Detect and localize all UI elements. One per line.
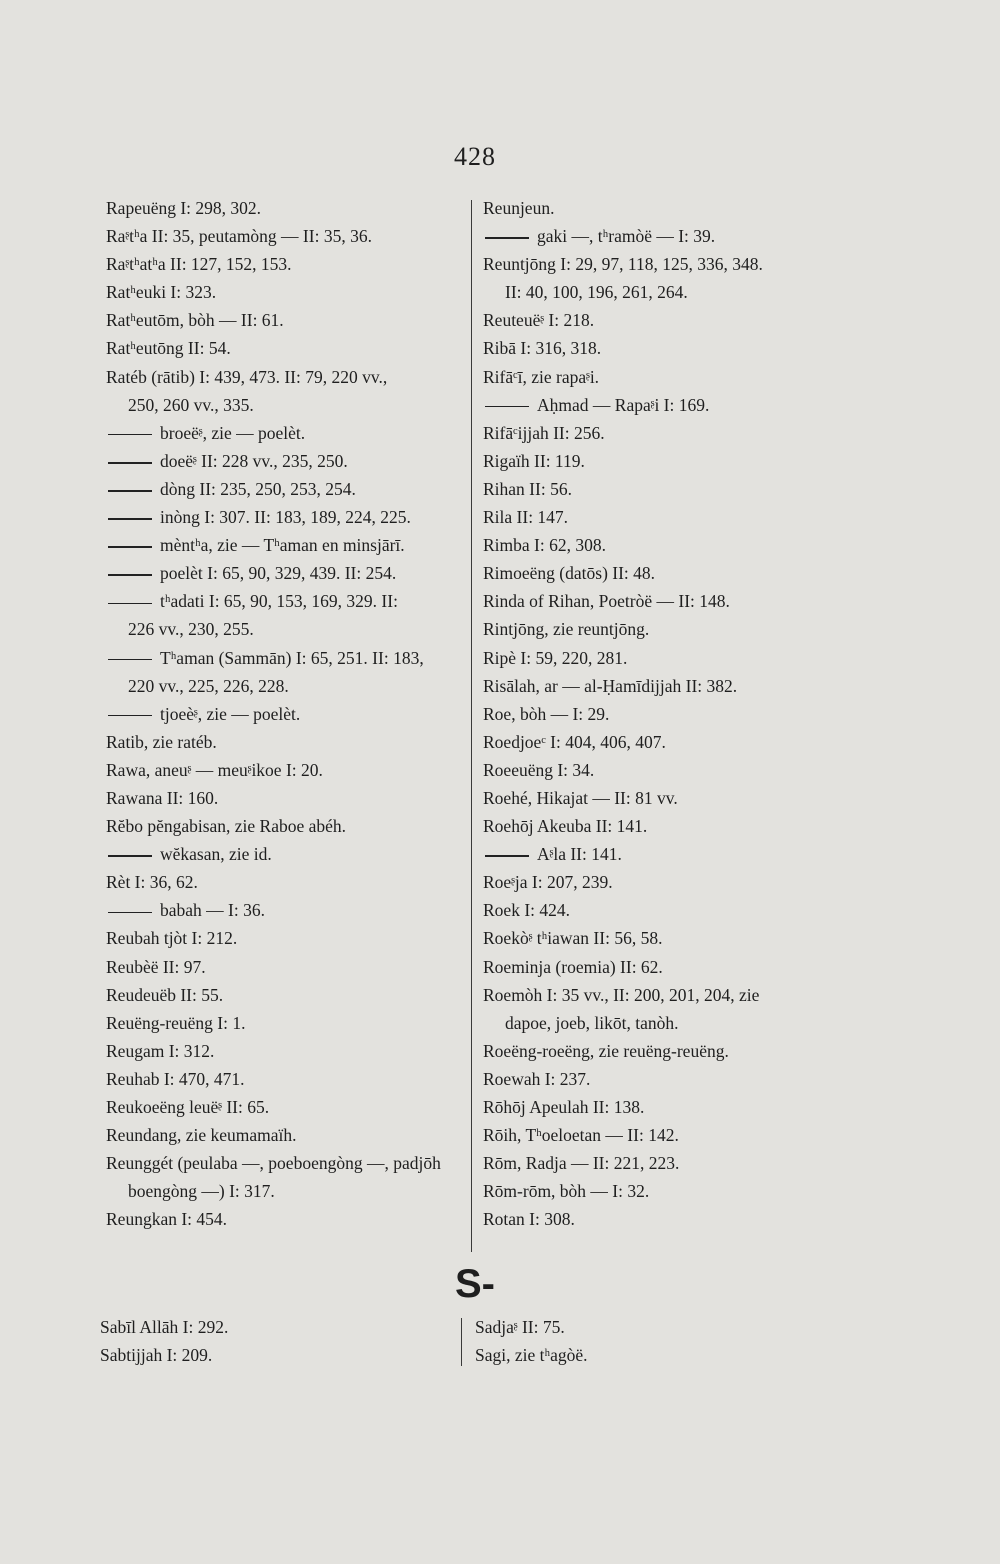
index-entry	[483, 1121, 843, 1149]
em-dash-rule	[108, 912, 152, 914]
index-subentry	[483, 222, 843, 250]
index-entry-text: wĕkasan, zie id.	[160, 844, 272, 865]
index-entry-text: Aḥmad — Rapaᶳi I: 169.	[537, 394, 710, 415]
index-entry-text: II: 40, 100, 196, 261, 264.	[505, 282, 688, 303]
index-entry	[106, 250, 461, 278]
index-entry	[106, 868, 461, 896]
index-entry	[483, 306, 843, 334]
index-entry-text: Roeminja (roemia) II: 62.	[483, 956, 663, 977]
index-entry	[483, 981, 843, 1009]
index-entry	[106, 953, 461, 981]
index-entry-text: Reudeuëb II: 55.	[106, 984, 224, 1005]
index-entry-text: Rōih, Tʰoeloetan — II: 142.	[483, 1125, 679, 1146]
em-dash-rule	[108, 490, 152, 492]
index-subentry	[106, 419, 461, 447]
index-subentry	[106, 700, 461, 728]
index-entry	[483, 868, 843, 896]
index-entry-text: babah — I: 36.	[160, 900, 265, 921]
em-dash-rule	[485, 237, 529, 239]
index-entry-text: Reunjeun.	[483, 198, 555, 218]
section-heading-s: S-	[455, 1262, 495, 1306]
index-entry-text: Reungkan I: 454.	[106, 1209, 228, 1230]
index-entry	[483, 924, 843, 952]
page-number: 428	[454, 142, 496, 171]
index-entry-text: Reubèë II: 97.	[106, 956, 206, 977]
em-dash-rule	[108, 462, 152, 464]
index-entry-text: Raᶳtʰa II: 35, peutamòng — II: 35, 36.	[106, 226, 372, 247]
index-entry-text: Ratéb (rātib) I: 439, 473. II: 79, 220 vv.,	[106, 366, 388, 387]
index-entry-text: Ripè I: 59, 220, 281.	[483, 647, 628, 668]
left-index-column	[106, 194, 461, 1233]
index-subentry	[106, 531, 461, 559]
index-entry	[483, 1205, 843, 1233]
index-entry-text: Tʰaman (Sammān) I: 65, 251. II: 183,	[160, 647, 424, 668]
index-entry	[483, 447, 843, 475]
index-entry	[483, 475, 843, 503]
em-dash-rule	[485, 406, 529, 408]
index-entry	[106, 363, 461, 391]
index-entry-text: Ratʰeutōm, bòh — II: 61.	[106, 310, 284, 331]
index-entry	[106, 784, 461, 812]
index-entry-continuation	[106, 391, 461, 419]
index-entry	[106, 756, 461, 784]
index-entry	[483, 531, 843, 559]
index-entry-text: gaki —, tʰramòë — I: 39.	[537, 226, 716, 247]
index-entry	[106, 812, 461, 840]
index-subentry	[106, 475, 461, 503]
index-subentry	[106, 587, 461, 615]
index-entry	[483, 363, 843, 391]
index-entry	[106, 1149, 461, 1177]
index-entry-text: Rawa, aneuᶳ — meuᶳikoe I: 20.	[106, 759, 323, 780]
index-entry	[483, 559, 843, 587]
index-entry-text: Rihan II: 56.	[483, 478, 572, 499]
index-entry-text: Sadjaᶳ II: 75.	[475, 1317, 565, 1337]
em-dash-rule	[108, 434, 152, 436]
index-entry	[483, 615, 843, 643]
index-entry-text: Reundang, zie keumamaïh.	[106, 1125, 297, 1146]
index-entry-text: Rimba I: 62, 308.	[483, 535, 606, 556]
index-entry	[483, 896, 843, 924]
index-entry-text: tʰadati I: 65, 90, 153, 169, 329. II:	[160, 591, 398, 612]
index-entry	[483, 587, 843, 615]
right-index-column	[483, 194, 843, 1233]
index-subentry	[106, 447, 461, 475]
index-entry-text: dòng II: 235, 250, 253, 254.	[160, 478, 356, 499]
index-entry-continuation	[106, 615, 461, 643]
em-dash-rule	[108, 603, 152, 605]
index-subentry	[106, 559, 461, 587]
index-entry	[483, 1065, 843, 1093]
index-entry	[483, 953, 843, 981]
s-right-index-column	[475, 1313, 588, 1369]
index-entry-text: Rintjōng, zie reuntjōng.	[483, 619, 650, 640]
index-entry-text: Sabtijjah I: 209.	[100, 1345, 213, 1366]
index-entry	[483, 1037, 843, 1065]
index-entry	[106, 222, 461, 250]
em-dash-rule	[485, 855, 529, 857]
index-entry-text: Rōm-rōm, bòh — I: 32.	[483, 1181, 650, 1202]
index-entry	[483, 1177, 843, 1205]
index-entry-text: broeëᶳ, zie — poelèt.	[160, 422, 306, 443]
index-entry-text: mèntʰa, zie — Tʰaman en minsjārī.	[160, 535, 405, 556]
index-entry-continuation	[483, 1009, 843, 1037]
index-entry	[106, 1009, 461, 1037]
index-entry	[106, 728, 461, 756]
index-entry	[483, 700, 843, 728]
index-entry	[106, 981, 461, 1009]
em-dash-rule	[108, 574, 152, 576]
index-entry-text: Ratib, zie ratéb.	[106, 731, 217, 752]
index-subentry	[106, 644, 461, 672]
index-entry-text: Risālah, ar — al-Ḥamīdijjah II: 382.	[483, 675, 738, 696]
index-entry-text: Roe, bòh — I: 29.	[483, 703, 610, 724]
index-entry-text: Reuëng-reuëng I: 1.	[106, 1012, 246, 1033]
index-entry-text: Rèt I: 36, 62.	[106, 872, 198, 893]
index-entry-text: Aᶳla II: 141.	[537, 844, 622, 865]
index-subentry	[483, 391, 843, 419]
index-entry	[106, 1037, 461, 1065]
index-entry-text: tjoeèᶳ, zie — poelèt.	[160, 703, 301, 724]
index-entry	[483, 503, 843, 531]
index-entry	[106, 1205, 461, 1233]
index-entry	[483, 1093, 843, 1121]
index-entry	[106, 306, 461, 334]
index-entry	[106, 1121, 461, 1149]
index-entry	[483, 756, 843, 784]
index-entry	[106, 1065, 461, 1093]
index-entry	[483, 784, 843, 812]
index-entry	[475, 1313, 588, 1341]
index-entry	[483, 672, 843, 700]
index-entry-text: Rigaïh II: 119.	[483, 450, 585, 471]
index-entry	[100, 1341, 228, 1369]
em-dash-rule	[108, 518, 152, 520]
index-entry-text: Reuntjōng I: 29, 97, 118, 125, 336, 348.	[483, 254, 763, 275]
index-entry-text: Sabīl Allāh I: 292.	[100, 1317, 229, 1337]
index-entry-text: Rifāᶜī, zie rapaᶳi.	[483, 366, 600, 387]
index-entry-text: Rimoeëng (datōs) II: 48.	[483, 563, 656, 584]
index-entry	[106, 334, 461, 362]
index-entry	[106, 924, 461, 952]
index-subentry	[483, 840, 843, 868]
index-entry-text: Roewah I: 237.	[483, 1068, 591, 1089]
index-entry-text: Rifāᶜijjah II: 256.	[483, 422, 605, 443]
index-entry-text: Rĕbo pĕngabisan, zie Raboe abéh.	[106, 816, 347, 837]
index-entry-text: Roehé, Hikajat — II: 81 vv.	[483, 787, 678, 808]
index-entry-text: Roeeuëng I: 34.	[483, 759, 595, 780]
index-entry-text: Reuteuëᶳ I: 218.	[483, 310, 595, 331]
index-entry-text: Rila II: 147.	[483, 507, 569, 528]
index-entry	[483, 419, 843, 447]
index-entry-continuation	[106, 672, 461, 700]
index-entry	[483, 728, 843, 756]
em-dash-rule	[108, 855, 152, 857]
index-entry-text: Roehōj Akeuba II: 141.	[483, 816, 648, 837]
index-entry-text: Ratʰeutōng II: 54.	[106, 338, 231, 359]
index-entry-text: Roek I: 424.	[483, 900, 571, 921]
index-entry-text: Reugam I: 312.	[106, 1040, 215, 1061]
index-entry-text: Rōhōj Apeulah II: 138.	[483, 1097, 645, 1117]
index-entry	[483, 1149, 843, 1177]
index-entry-text: inòng I: 307. II: 183, 189, 224, 225.	[160, 507, 411, 528]
index-entry-text: Rotan I: 308.	[483, 1209, 575, 1230]
index-entry	[106, 278, 461, 306]
index-entry-text: Reunggét (peulaba —, poeboengòng —, padjōh	[106, 1153, 441, 1174]
index-entry-text: poelèt I: 65, 90, 329, 439. II: 254.	[160, 563, 397, 584]
index-entry	[483, 334, 843, 362]
index-entry-text: Raᶳtʰatʰa II: 127, 152, 153.	[106, 254, 292, 275]
index-entry-text: Roemòh I: 35 vv., II: 200, 201, 204, zie	[483, 984, 760, 1005]
index-entry-text: 220 vv., 225, 226, 228.	[128, 675, 289, 696]
index-entry-text: Rapeuëng I: 298, 302.	[106, 198, 262, 218]
index-entry-text: Roekòᶳ tʰiawan II: 56, 58.	[483, 928, 663, 949]
index-entry-text: Sagi, zie tʰagòë.	[475, 1345, 588, 1366]
index-entry-text: Reuhab I: 470, 471.	[106, 1068, 245, 1089]
index-subentry	[106, 503, 461, 531]
index-entry-text: Roedjoeᶜ I: 404, 406, 407.	[483, 731, 666, 752]
index-entry-text: Reubah tjòt I: 212.	[106, 928, 238, 949]
em-dash-rule	[108, 659, 152, 661]
index-entry-text: Ratʰeuki I: 323.	[106, 282, 217, 303]
index-entry	[100, 1313, 228, 1341]
index-entry-text: Rōm, Radja — II: 221, 223.	[483, 1153, 680, 1174]
index-entry-text: Reukoeëng leuëᶳ II: 65.	[106, 1097, 270, 1117]
index-entry	[106, 1093, 461, 1121]
index-entry-text: dapoe, joeb, likōt, tanòh.	[505, 1012, 679, 1033]
index-entry-text: Rawana II: 160.	[106, 787, 219, 808]
em-dash-rule	[108, 546, 152, 548]
index-entry-continuation	[106, 1177, 461, 1205]
column-divider	[471, 200, 472, 1252]
index-entry	[483, 812, 843, 840]
index-entry-text: doeëᶳ II: 228 vv., 235, 250.	[160, 450, 348, 471]
index-entry-text: Roeᶳja I: 207, 239.	[483, 872, 613, 893]
index-entry-text: boengòng —) I: 317.	[128, 1181, 275, 1202]
column-divider-s	[461, 1318, 462, 1366]
index-entry	[106, 194, 461, 222]
em-dash-rule	[108, 715, 152, 717]
index-entry-text: Ribā I: 316, 318.	[483, 338, 602, 359]
index-entry-continuation	[483, 278, 843, 306]
index-entry-text: Roeëng-roeëng, zie reuëng-reuëng.	[483, 1040, 729, 1061]
index-entry	[475, 1341, 588, 1369]
index-subentry	[106, 840, 461, 868]
index-entry	[483, 194, 843, 222]
index-entry-text: 250, 260 vv., 335.	[128, 394, 254, 415]
index-entry-text: 226 vv., 230, 255.	[128, 619, 254, 640]
index-subentry	[106, 896, 461, 924]
s-left-index-column	[100, 1313, 228, 1369]
index-entry-text: Rinda of Rihan, Poetròë — II: 148.	[483, 591, 730, 612]
index-entry	[483, 644, 843, 672]
index-entry	[483, 250, 843, 278]
